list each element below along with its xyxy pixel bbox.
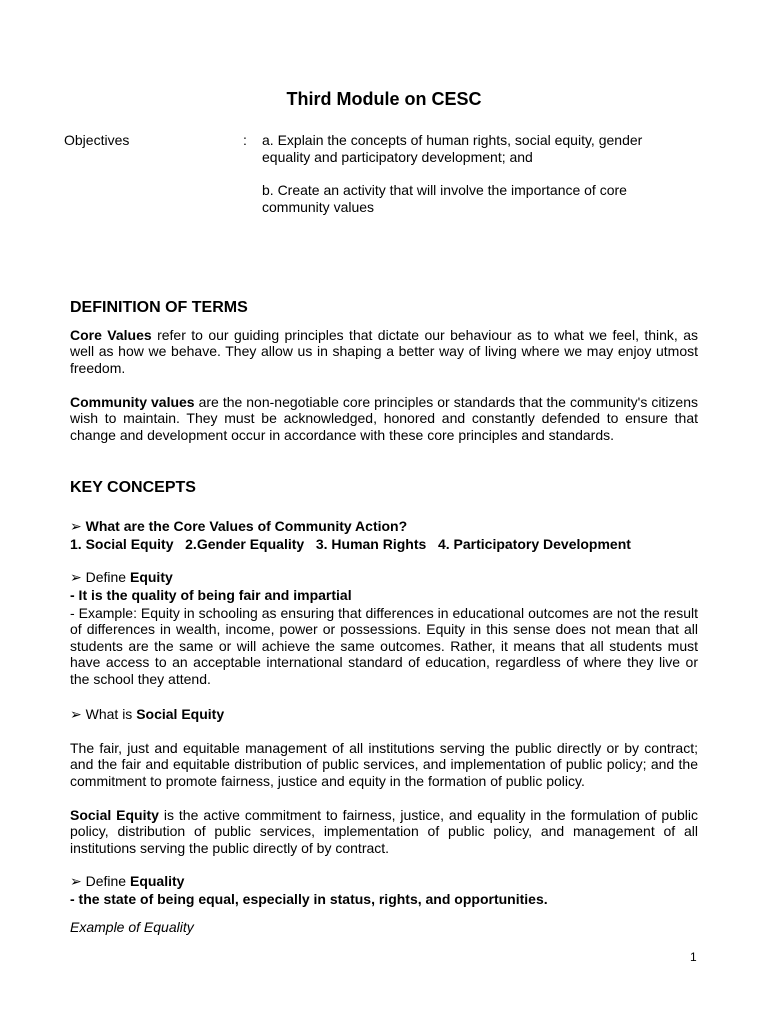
objective-b: b. Create an activity that will involve the importance of core community values bbox=[262, 182, 627, 215]
social-equity-text: is the active commitment to fairness, justice, and equality in the formulation of public policy, distribution of public services, implementation of public policy, and management of all institutions serving the public directly of by contract. bbox=[70, 807, 698, 856]
define-equity-line bbox=[70, 569, 173, 586]
what-is-prefix: What is bbox=[85, 706, 137, 722]
core-values-text: refer to our guiding principles that dictate our behaviour as to what we feel, think, as well as how we behave. They allow us in shaping a better way of living where we may enjoy utmost freedom. bbox=[70, 327, 699, 376]
social-equity-bold-term: Social Equity bbox=[70, 807, 159, 823]
equity-example: - Example: Equity in schooling as ensuring that differences in educational outcomes are not the result of differences in wealth, income, power or possessions. Equity in this sense does not mean that all students are the same or will achieve the same outcomes. Rather, it means that all students must have access to an acceptable international standard of education, regardless of where they live or the school they attend. bbox=[70, 605, 698, 687]
arrow-bullet-icon: ➢ bbox=[70, 518, 82, 534]
core-values-question bbox=[70, 518, 407, 535]
question-text: What are the Core Values of Community Action? bbox=[85, 518, 408, 534]
arrow-bullet-icon: ➢ bbox=[70, 873, 82, 889]
core-values-paragraph bbox=[70, 327, 698, 376]
community-values-text: are the non-negotiable core principles or standards that the community's citizens wish to maintain. They must be acknowledged, honored and constantly defended to ensure that change and development occur in accordance with these core principles and standards. bbox=[70, 394, 698, 443]
social-equity-paragraph: The fair, just and equitable management of all institutions serving the public directly or by contract; and the fair and equitable distribution of public services, and implementation of public policy; and the commitment to promote fairness, justice and equity in the formation of public policy. bbox=[70, 740, 698, 789]
social-equity-definition bbox=[70, 807, 698, 856]
equality-term: Equality bbox=[129, 873, 185, 889]
community-values-paragraph bbox=[70, 394, 698, 443]
define-equality-line bbox=[70, 873, 184, 890]
objectives-colon: : bbox=[243, 132, 247, 148]
define-prefix: Define bbox=[85, 873, 130, 889]
social-equity-term: Social Equity bbox=[136, 706, 225, 722]
objectives-label: Objectives bbox=[64, 132, 130, 148]
equity-definition: - It is the quality of being fair and impartial bbox=[70, 587, 352, 603]
example-of-equality: Example of Equality bbox=[70, 919, 194, 935]
arrow-bullet-icon: ➢ bbox=[70, 706, 82, 722]
core-values-term: Core Values bbox=[70, 327, 152, 343]
page-title: Third Module on CESC bbox=[286, 89, 482, 109]
definition-heading: DEFINITION OF TERMS bbox=[70, 299, 248, 316]
page-number: 1 bbox=[690, 950, 697, 964]
core-values-list: 1. Social Equity 2.Gender Equality 3. Human Rights 4. Participatory Development bbox=[70, 536, 631, 552]
define-prefix: Define bbox=[85, 569, 130, 585]
arrow-bullet-icon: ➢ bbox=[70, 569, 82, 585]
key-concepts-heading: KEY CONCEPTS bbox=[70, 479, 196, 496]
community-values-term: Community values bbox=[70, 394, 195, 410]
equality-definition: - the state of being equal, especially in status, rights, and opportunities. bbox=[70, 891, 548, 907]
equity-term: Equity bbox=[129, 569, 173, 585]
objective-a: a. Explain the concepts of human rights, social equity, gender equality and participatory development; and bbox=[262, 132, 643, 165]
what-is-social-equity-line bbox=[70, 706, 224, 723]
